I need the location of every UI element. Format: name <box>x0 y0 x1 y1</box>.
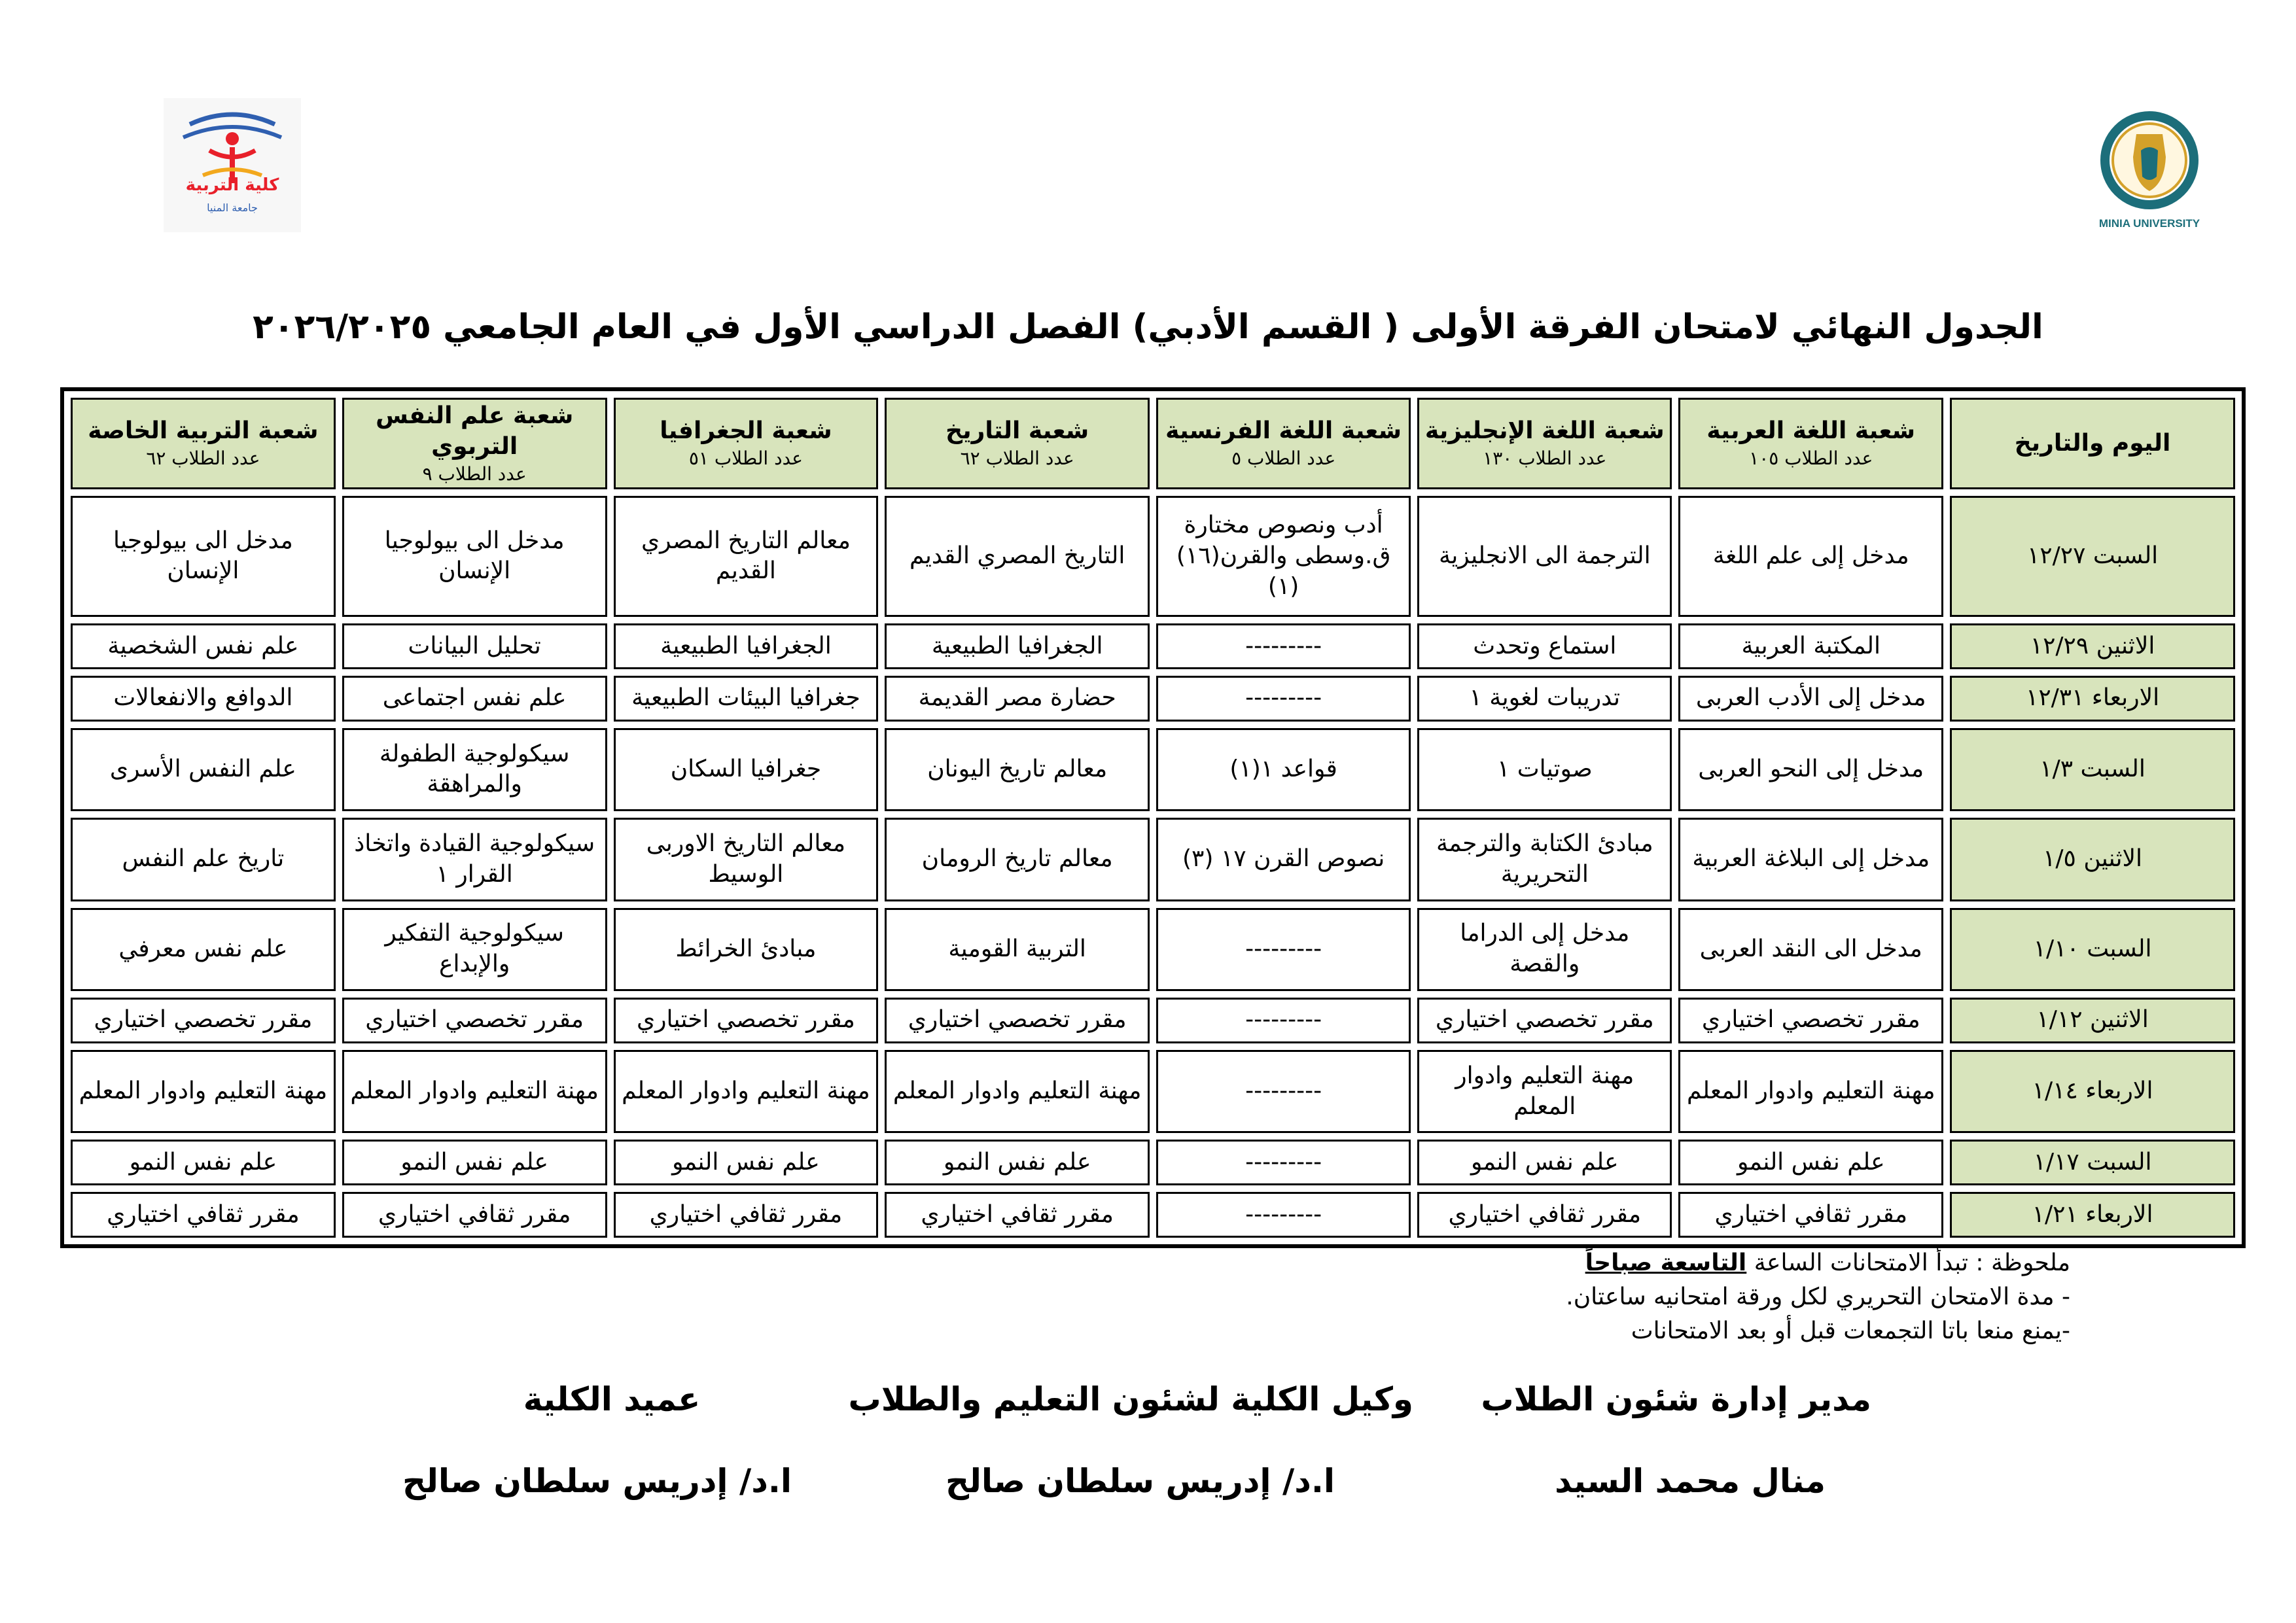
dept-header: شعبة اللغة الفرنسية عدد الطلاب ٥ <box>1156 398 1411 489</box>
exam-cell: حضارة مصر القديمة <box>885 676 1150 722</box>
day-cell: السبت ١/٣ <box>1950 728 2235 811</box>
exam-cell: مدخل إلى علم اللغة <box>1678 496 1943 617</box>
exam-cell: علم نفس النمو <box>614 1140 879 1185</box>
exam-cell: علم نفس النمو <box>1417 1140 1672 1185</box>
exam-cell: مهنة التعليم وادوار المعلم <box>614 1050 879 1133</box>
page-title: الجدول النهائي لامتحان الفرقة الأولى ( القسم الأدبي) الفصل الدراسي الأول في العام الجامعي ٢٠٢٦/٢٠٢٥ <box>253 307 2043 347</box>
exam-cell: --------- <box>1156 623 1411 669</box>
exam-cell: مقرر ثقافي اختياري <box>885 1192 1150 1238</box>
exam-cell: مقرر تخصصي اختياري <box>71 998 336 1043</box>
header-row <box>71 398 2235 489</box>
table-row <box>71 1050 2235 1133</box>
dept-header: شعبة التربية الخاصة عدد الطلاب ٦٢ <box>71 398 336 489</box>
exam-cell: مدخل الى بيولوجيا الإنسان <box>71 496 336 617</box>
exam-cell: مدخل الى بيولوجيا الإنسان <box>342 496 607 617</box>
exam-cell: علم نفس اجتماعى <box>342 676 607 722</box>
exam-cell: المكتبة العربية <box>1678 623 1943 669</box>
day-cell: السبت ١/١٠ <box>1950 908 2235 991</box>
exam-cell: علم نفس النمو <box>1678 1140 1943 1185</box>
dept-header: شعبة اللغة العربية عدد الطلاب ١٠٥ <box>1678 398 1943 489</box>
faculty-logo-text: كلية التربية <box>185 175 279 195</box>
exam-cell: مقرر تخصصي اختياري <box>885 998 1150 1043</box>
exam-cell: مدخل إلى الدراما والقصة <box>1417 908 1672 991</box>
table-row <box>71 998 2235 1043</box>
signature-name-vice-dean: ا.د/ إدريس سلطان صالح <box>945 1462 1335 1500</box>
exam-cell: معالم تاريخ الرومان <box>885 818 1150 901</box>
exam-cell: مقرر تخصصي اختياري <box>614 998 879 1043</box>
note-duration: - مدة الامتحان التحريري لكل ورقة امتحانيه ساعتان. <box>1566 1283 2070 1310</box>
signature-role-vice-dean: وكيل الكلية لشئون التعليم والطلاب <box>848 1380 1413 1418</box>
exam-cell: مقرر ثقافي اختياري <box>1417 1192 1672 1238</box>
exam-cell: قواعد ١(١) <box>1156 728 1411 811</box>
exam-cell: معالم التاريخ المصري القديم <box>614 496 879 617</box>
exam-cell: الجغرافيا الطبيعية <box>614 623 879 669</box>
exam-cell: مهنة التعليم وادوار المعلم <box>1417 1050 1672 1133</box>
faculty-logo-subtext: جامعة المنيا <box>207 201 258 214</box>
exam-cell: مهنة التعليم وادوار المعلم <box>342 1050 607 1133</box>
dept-header: شعبة اللغة الإنجليزية عدد الطلاب ١٣٠ <box>1417 398 1672 489</box>
signature-role-student-affairs: مدير إدارة شئون الطلاب <box>1481 1380 1871 1418</box>
note-start-time <box>1154 1246 2070 1280</box>
day-cell: الاثنين ١/١٢ <box>1950 998 2235 1043</box>
table-row <box>71 728 2235 811</box>
exam-cell: --------- <box>1156 676 1411 722</box>
note-no-gathering: -يمنع منعا باتا التجمعات قبل أو بعد الامتحانات <box>1631 1318 2070 1344</box>
exam-cell: جغرافيا البيئات الطبيعية <box>614 676 879 722</box>
table-row <box>71 908 2235 991</box>
exam-cell: صوتيات ١ <box>1417 728 1672 811</box>
exam-cell: تحليل البيانات <box>342 623 607 669</box>
exam-cell: معالم تاريخ اليونان <box>885 728 1150 811</box>
signature-role-dean: عميد الكلية <box>523 1380 701 1418</box>
exam-cell: مقرر تخصصي اختياري <box>342 998 607 1043</box>
exam-cell: استماع وتحدث <box>1417 623 1672 669</box>
exam-cell: سيكولوجية التفكير والإبداع <box>342 908 607 991</box>
exam-cell: مدخل إلى الأدب العربى <box>1678 676 1943 722</box>
signature-name-dean: ا.د/ إدريس سلطان صالح <box>402 1462 792 1500</box>
day-column-header: اليوم والتاريخ <box>1950 398 2235 489</box>
exam-cell: تدريبات لغوية ١ <box>1417 676 1672 722</box>
day-cell: الاربعاء ١/١٤ <box>1950 1050 2235 1133</box>
table-row <box>71 623 2235 669</box>
exam-cell: علم نفس معرفي <box>71 908 336 991</box>
exam-cell: مقرر تخصصي اختياري <box>1678 998 1943 1043</box>
dept-header: شعبة الجغرافيا عدد الطلاب ٥١ <box>614 398 879 489</box>
exam-cell: أدب ونصوص مختارة ق.وسطى والقرن(١٦)(١) <box>1156 496 1411 617</box>
exam-cell: التاريخ المصري القديم <box>885 496 1150 617</box>
exam-cell: --------- <box>1156 998 1411 1043</box>
exam-cell: مقرر ثقافي اختياري <box>342 1192 607 1238</box>
exam-cell: مقرر ثقافي اختياري <box>71 1192 336 1238</box>
exam-cell: مدخل إلى النحو العربى <box>1678 728 1943 811</box>
dept-header: شعبة التاريخ عدد الطلاب ٦٢ <box>885 398 1150 489</box>
exam-cell: الترجمة الى الانجليزية <box>1417 496 1672 617</box>
exam-cell: مدخل الى النقد العربى <box>1678 908 1943 991</box>
exam-cell: مدخل إلى البلاغة العربية <box>1678 818 1943 901</box>
faculty-of-education-logo <box>164 98 301 232</box>
exam-cell: معالم التاريخ الاوربى الوسيط <box>614 818 879 901</box>
exam-cell: جغرافيا السكان <box>614 728 879 811</box>
exam-cell: --------- <box>1156 1140 1411 1185</box>
exam-cell: نصوص القرن ١٧ (٣) <box>1156 818 1411 901</box>
exam-cell: الجغرافيا الطبيعية <box>885 623 1150 669</box>
exam-cell: علم نفس الشخصية <box>71 623 336 669</box>
exam-cell: --------- <box>1156 1050 1411 1133</box>
exam-cell: علم نفس النمو <box>342 1140 607 1185</box>
exam-cell: مقرر تخصصي اختياري <box>1417 998 1672 1043</box>
day-cell: الاثنين ١/٥ <box>1950 818 2235 901</box>
exam-schedule-table <box>60 387 2246 1248</box>
table-row <box>71 818 2235 901</box>
exam-cell: مهنة التعليم وادوار المعلم <box>71 1050 336 1133</box>
exam-cell: مبادئ الخرائط <box>614 908 879 991</box>
day-cell: الاثنين ١٢/٢٩ <box>1950 623 2235 669</box>
exam-cell: علم النفس الأسرى <box>71 728 336 811</box>
exam-cell: سيكولوجية القيادة واتخاذ القرار ١ <box>342 818 607 901</box>
table-row <box>71 676 2235 722</box>
table-row <box>71 1192 2235 1238</box>
exam-cell: تاريخ علم النفس <box>71 818 336 901</box>
day-cell: السبت ١/١٧ <box>1950 1140 2235 1185</box>
table-row <box>71 1140 2235 1185</box>
exam-cell: --------- <box>1156 1192 1411 1238</box>
exam-cell: علم نفس النمو <box>71 1140 336 1185</box>
signature-name-student-affairs: منال محمد السيد <box>1555 1462 1826 1500</box>
note-start-prefix: ملحوظة : تبدأ الامتحانات الساعة <box>1754 1249 2070 1276</box>
day-cell: الاربعاء ١٢/٣١ <box>1950 676 2235 722</box>
minia-university-logo <box>2087 105 2212 236</box>
exam-cell: مهنة التعليم وادوار المعلم <box>1678 1050 1943 1133</box>
table-row <box>71 496 2235 617</box>
dept-header: شعبة علم النفس التربوي عدد الطلاب ٩ <box>342 398 607 489</box>
exam-cell: مقرر ثقافي اختياري <box>1678 1192 1943 1238</box>
exam-cell: سيكولوجية الطفولة والمراهقة <box>342 728 607 811</box>
minia-logo-text: MINIA UNIVERSITY <box>2098 217 2200 230</box>
day-cell: السبت ١٢/٢٧ <box>1950 496 2235 617</box>
exam-cell: --------- <box>1156 908 1411 991</box>
day-cell: الاربعاء ١/٢١ <box>1950 1192 2235 1238</box>
note-start-emphasis: التاسعة صباحاً <box>1585 1249 1747 1276</box>
exam-cell: مبادئ الكتابة والترجمة التحريرية <box>1417 818 1672 901</box>
notes-block <box>1154 1246 2070 1348</box>
exam-cell: علم نفس النمو <box>885 1140 1150 1185</box>
exam-cell: الدوافع والانفعالات <box>71 676 336 722</box>
exam-cell: التربية القومية <box>885 908 1150 991</box>
exam-cell: مهنة التعليم وادوار المعلم <box>885 1050 1150 1133</box>
exam-cell: مقرر ثقافي اختياري <box>614 1192 879 1238</box>
